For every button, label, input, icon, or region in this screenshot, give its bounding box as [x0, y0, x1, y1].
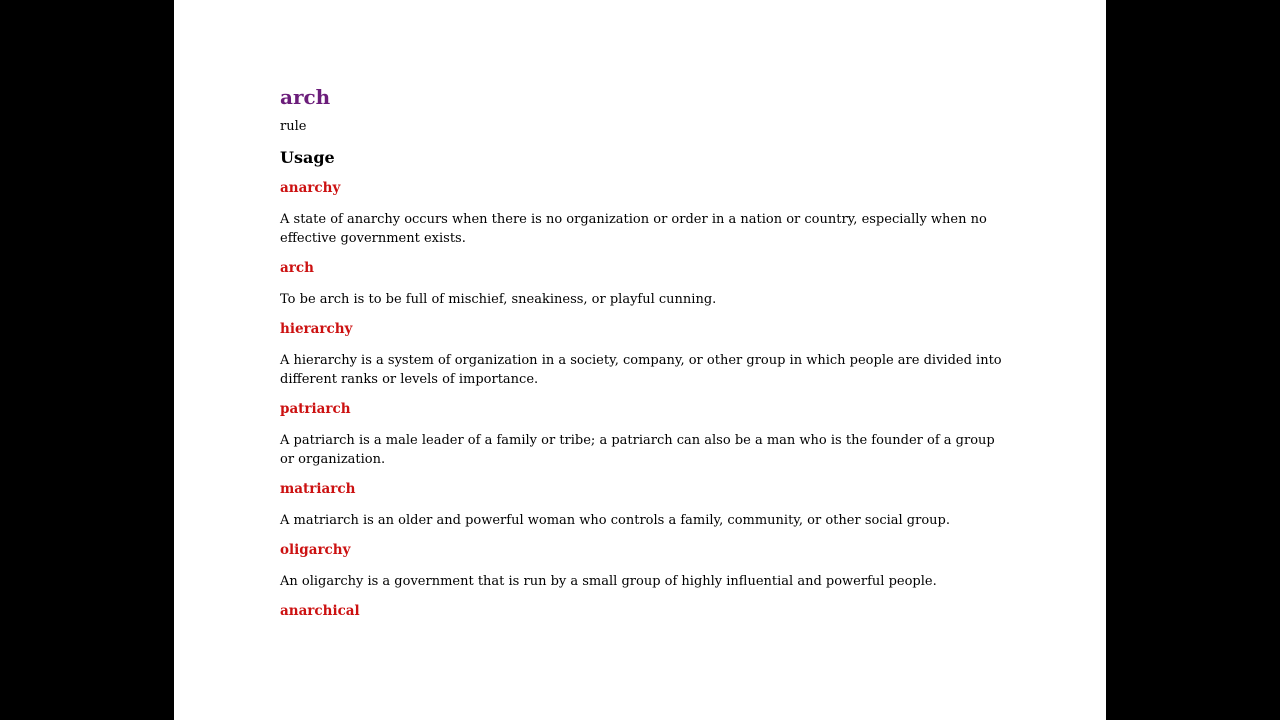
root-title: arch: [280, 85, 331, 109]
usage-entry-oligarchy: [280, 541, 1010, 591]
entry-word: oligarchy: [280, 542, 351, 558]
usage-heading: Usage: [280, 148, 335, 167]
usage-entry-anarchical: [280, 602, 1010, 620]
usage-entry-patriarch: [280, 400, 1010, 469]
entry-definition: To be arch is to be full of mischief, sneakiness, or playful cunning.: [280, 292, 717, 307]
entry-word: arch: [280, 260, 314, 276]
usage-entry-anarchy: [280, 179, 1010, 248]
entry-definition: A state of anarchy occurs when there is no organization or order in a nation or country, especially when no effective government exists.: [280, 212, 987, 246]
entry-definition: A patriarch is a male leader of a family or tribe; a patriarch can also be a man who is the founder of a group or organization.: [280, 433, 995, 467]
document-content: [280, 84, 1010, 620]
entry-word: anarchy: [280, 180, 341, 196]
usage-entry-matriarch: [280, 480, 1010, 530]
entry-word: patriarch: [280, 401, 351, 417]
entry-word: anarchical: [280, 603, 360, 619]
entry-word: hierarchy: [280, 321, 353, 337]
root-meaning: rule: [280, 119, 307, 134]
entry-definition: An oligarchy is a government that is run by a small group of highly influential and powerful people.: [280, 574, 937, 589]
document-page: [174, 0, 1106, 720]
usage-entry-arch: [280, 259, 1010, 309]
entry-definition: A hierarchy is a system of organization in a society, company, or other group in which people are divided into different ranks or levels of importance.: [280, 353, 1002, 387]
usage-entry-hierarchy: [280, 320, 1010, 389]
entry-definition: A matriarch is an older and powerful woman who controls a family, community, or other social group.: [280, 513, 950, 528]
entry-word: matriarch: [280, 481, 356, 497]
